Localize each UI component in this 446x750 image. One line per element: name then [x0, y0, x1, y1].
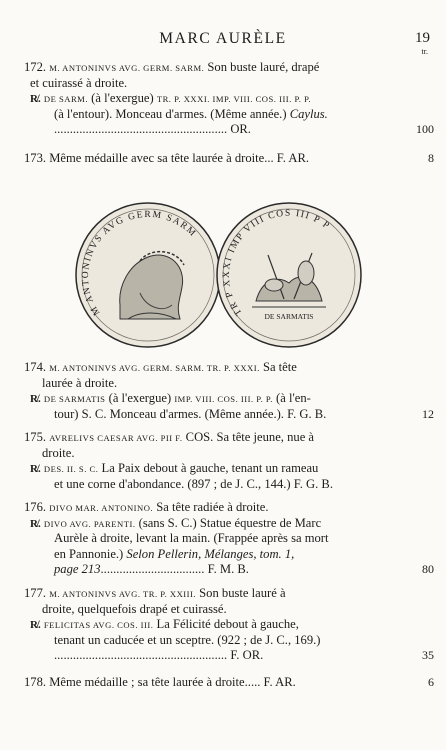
legend-text: DIVO AVG. PARENTI.	[43, 518, 136, 529]
entry-174	[24, 360, 392, 422]
legend-text: M. ANTONINVS AVG. GERM. SARM.	[49, 63, 205, 73]
description-text: (à l'en-	[276, 391, 311, 406]
legend-text: DIVO MAR. ANTONINO.	[49, 503, 154, 513]
legend-text: DE SARM.	[43, 94, 88, 105]
coin-illustration	[0, 195, 446, 355]
coin-drawing	[0, 195, 446, 355]
description-text: Son buste lauré, drapé	[207, 60, 320, 74]
description-text: 178. Même médaille ; sa tête laurée à droite..... F. AR.	[24, 675, 296, 689]
description-text: en Pannonie.)	[54, 546, 124, 561]
description-text: tour) S. C. Monceau d'armes. (Même année.). F. G. B.	[54, 406, 327, 421]
description-text: Sa tête radiée à droite.	[156, 500, 269, 514]
legend-text: DES. II. S. C.	[43, 464, 99, 475]
legend-text: M. ANTONINVS AVG. GERM. SARM. TR. P. XXXI.	[49, 363, 260, 373]
reverse-mark: R̸.	[30, 93, 41, 106]
source-reference: Caylus.	[289, 106, 328, 121]
description-text: Sa tête	[262, 360, 297, 374]
description-text: La Paix debout à gauche, tenant un rameau	[101, 461, 319, 476]
margin-value: 6	[428, 675, 434, 689]
legend-text: AVRELIVS CAESAR AVG. PII F.	[49, 433, 183, 443]
description-text: (à l'exergue)	[108, 391, 172, 406]
entry-178	[24, 675, 392, 691]
legend-text: TR. P. XXXI. IMP. VIII. COS. III. P. P.	[156, 94, 312, 105]
page-subscript: tr.	[421, 47, 428, 56]
reverse-legend: TR P XXXI IMP VIII COS III P P	[221, 208, 332, 318]
entry-175	[24, 430, 392, 492]
description-text: tenant un caducée et un sceptre. (922 ; de J. C., 169.)	[54, 632, 321, 647]
legend-text: FELICITAS AVG. COS. III.	[43, 620, 154, 631]
coin-obverse	[76, 203, 220, 347]
value-line: ....................................................... F. OR.	[54, 648, 264, 663]
description-text: droite.	[42, 445, 75, 460]
source-reference: Selon Pellerin, Mélanges, tom. 1,	[126, 546, 295, 561]
margin-value: 100	[416, 122, 434, 136]
reverse-mark: R̸.	[30, 517, 41, 530]
value-line: ....................................................... OR.	[54, 122, 251, 137]
legend-text: DE SARMATIS	[43, 394, 106, 405]
entry-number: 172.	[24, 60, 47, 74]
coin-reverse	[217, 203, 361, 347]
description-text: (à l'exergue)	[91, 91, 154, 106]
legend-text: M. ANTONINVS AVG. TR. P. XXIII.	[49, 589, 197, 599]
description-text: Aurèle à droite, levant la main. (Frappée après sa mort	[54, 531, 329, 546]
description-text: La Félicité debout à gauche,	[156, 617, 299, 632]
running-title: MARC AURÈLE	[159, 30, 287, 47]
margin-value: 8	[428, 151, 434, 165]
entry-number: 175.	[24, 430, 47, 444]
margin-value: 35	[422, 648, 434, 662]
entry-172	[24, 60, 392, 138]
entry-176	[24, 500, 392, 578]
reverse-mark: R̸.	[30, 393, 41, 406]
value-line: ................................. F. M. B.	[100, 562, 249, 577]
description-text: et cuirassé à droite.	[30, 75, 128, 90]
entry-177	[24, 586, 392, 664]
margin-value: 12	[422, 407, 434, 421]
legend-text: IMP. VIII. COS. III. P. P.	[174, 394, 273, 405]
description-text: 173. Même médaille avec sa tête laurée à droite... F. AR.	[24, 151, 310, 165]
description-text: droite, quelquefois drapé et cuirassé.	[42, 601, 227, 616]
description-text: (sans S. C.) Statue équestre de Marc	[138, 515, 322, 530]
page-number: 19	[415, 30, 430, 46]
description-text: et une corne d'abondance. (897 ; de J. C., 144.) F. G. B.	[54, 476, 333, 491]
description-text: laurée à droite.	[42, 375, 118, 390]
description-text: (à l'entour). Monceau d'armes. (Même année.)	[54, 106, 287, 121]
entry-number: 177.	[24, 586, 47, 600]
entry-number: 176.	[24, 500, 47, 514]
description-text: COS. Sa tête jeune, nue à	[185, 430, 315, 444]
reverse-mark: R̸.	[30, 463, 41, 476]
obverse-legend: M ANTONINVS AVG GERM SARM	[80, 209, 199, 317]
margin-value: 80	[422, 562, 434, 576]
reverse-mark: R̸.	[30, 619, 41, 632]
page-header	[0, 30, 446, 56]
source-reference: page 213	[54, 562, 101, 577]
description-text: Son buste lauré à	[199, 586, 286, 600]
entry-number: 174.	[24, 360, 47, 374]
reverse-exergue: DE SARMATIS	[264, 312, 314, 321]
entry-173	[24, 151, 392, 167]
